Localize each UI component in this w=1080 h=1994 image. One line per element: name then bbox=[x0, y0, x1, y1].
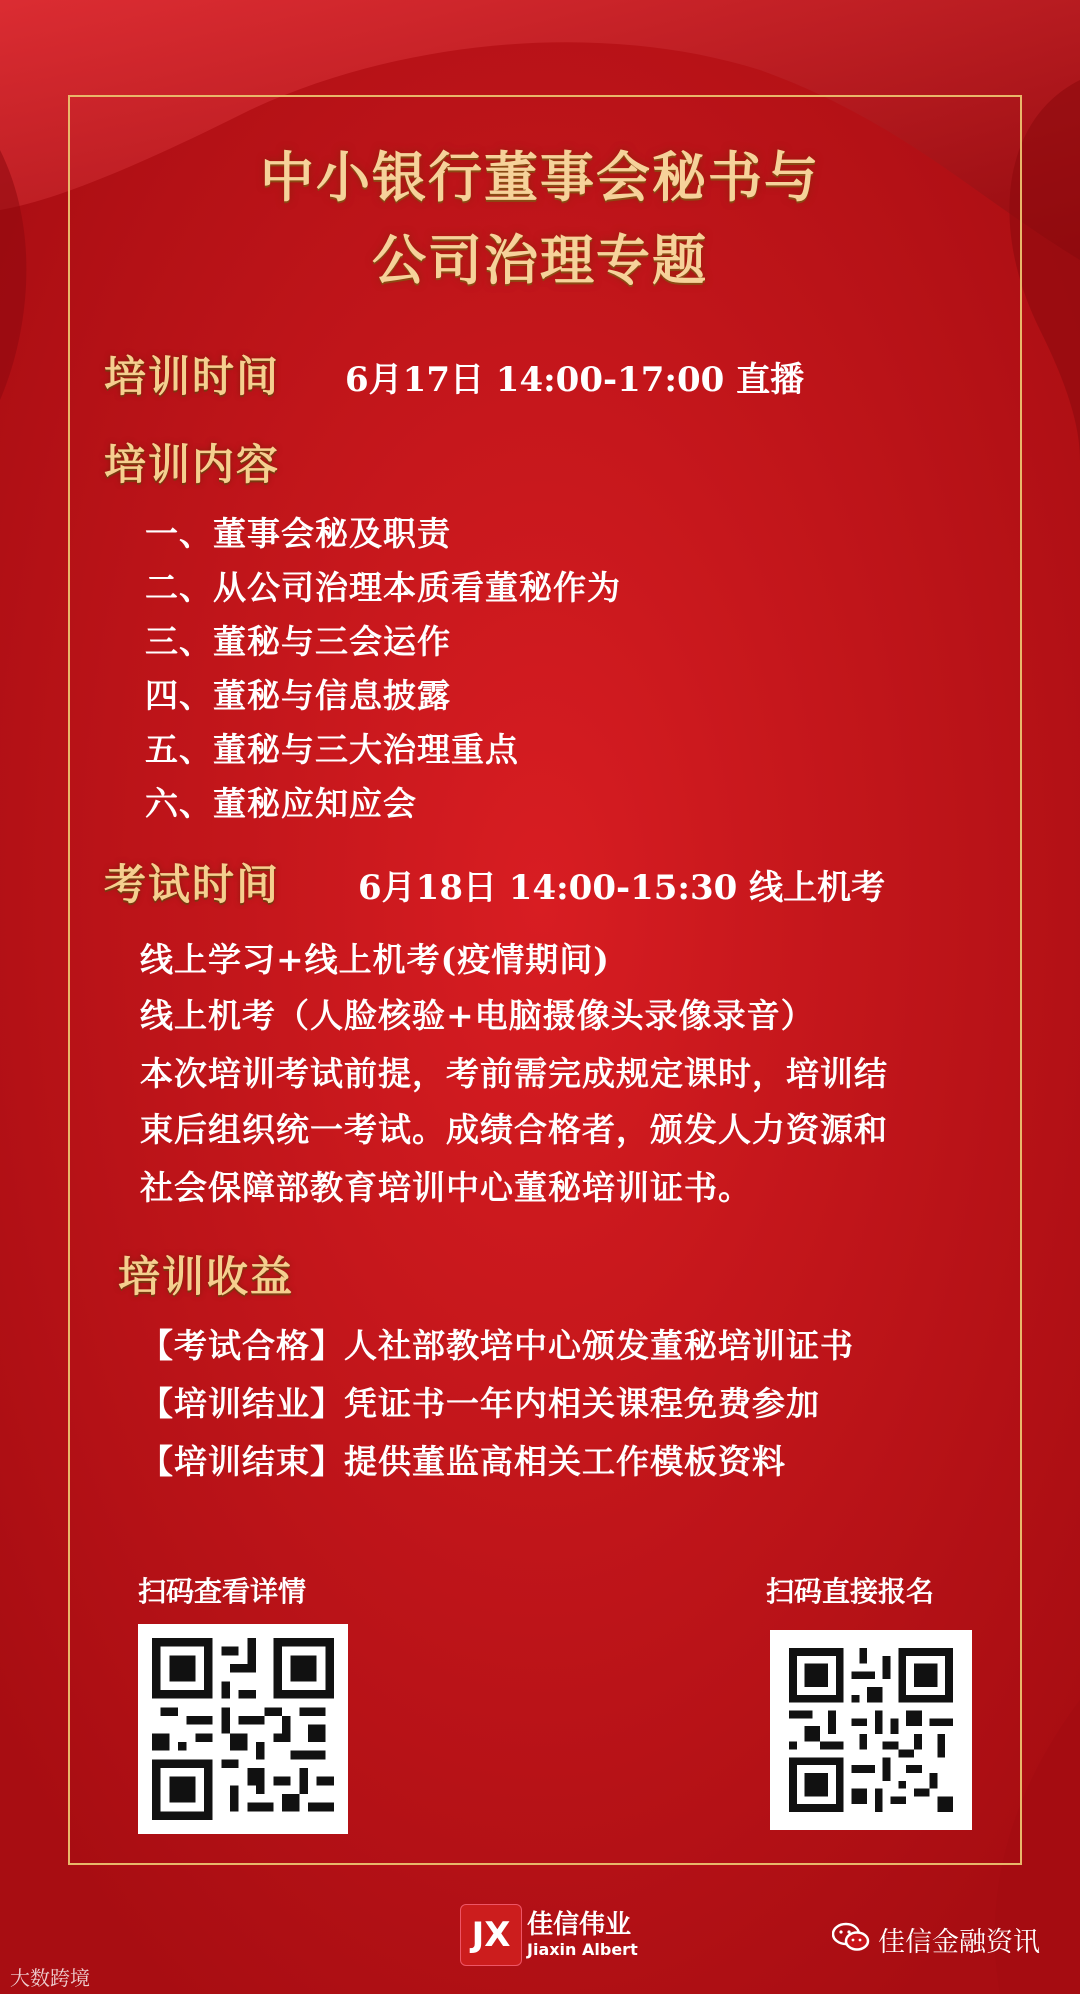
page-title-line1: 中小银行董事会秘书与 bbox=[260, 145, 820, 209]
benefit-item: 【培训结束】提供董监高相关工作模板资料 bbox=[140, 1442, 786, 1481]
qr-left-label: 扫码查看详情 bbox=[138, 1575, 307, 1608]
content-item: 六、董秘应知应会 bbox=[145, 784, 417, 823]
exam-time-value: 6月18日 14:00-15:30 线上机考 bbox=[358, 868, 886, 908]
exam-line: 线上学习+线上机考(疫情期间) bbox=[140, 940, 610, 979]
logo-chinese-name: 佳信伟业 bbox=[527, 1910, 632, 1940]
content-item: 五、董秘与三大治理重点 bbox=[145, 730, 519, 769]
watermark: 大数跨境 bbox=[10, 1966, 90, 1990]
training-content-heading: 培训内容 bbox=[104, 440, 281, 489]
qr-right-label: 扫码直接报名 bbox=[766, 1575, 935, 1608]
exam-line: 线上机考（人脸核验+电脑摄像头录像录音） bbox=[140, 996, 815, 1035]
exam-line: 社会保障部教育培训中心董秘培训证书。 bbox=[140, 1168, 752, 1207]
content-item: 一、董事会秘及职责 bbox=[145, 514, 451, 553]
benefits-heading: 培训收益 bbox=[118, 1252, 295, 1301]
qr-code-icon bbox=[788, 1648, 954, 1812]
account-name: 佳信金融资讯 bbox=[878, 1927, 1040, 1958]
benefit-item: 【考试合格】人社部教培中心颁发董秘培训证书 bbox=[140, 1326, 854, 1365]
qr-code-register[interactable] bbox=[770, 1630, 972, 1830]
benefit-item: 【培训结业】凭证书一年内相关课程免费参加 bbox=[140, 1384, 820, 1423]
jiaxin-logo-icon: JX bbox=[460, 1904, 522, 1966]
qr-code-icon bbox=[152, 1638, 334, 1820]
exam-line: 束后组织统一考试。成绩合格者，颁发人力资源和 bbox=[140, 1110, 888, 1149]
content-item: 三、董秘与三会运作 bbox=[145, 622, 451, 661]
content-item: 四、董秘与信息披露 bbox=[145, 676, 451, 715]
exam-line: 本次培训考试前提，考前需完成规定课时，培训结 bbox=[140, 1054, 888, 1093]
logo-english-name: Jiaxin Albert bbox=[527, 1940, 638, 1959]
qr-code-details[interactable] bbox=[138, 1624, 348, 1834]
page-title-line2: 公司治理专题 bbox=[372, 228, 708, 292]
exam-time-heading: 考试时间 bbox=[104, 860, 281, 909]
training-time-value: 6月17日 14:00-17:00 直播 bbox=[345, 360, 805, 400]
content-item: 二、从公司治理本质看董秘作为 bbox=[145, 568, 621, 607]
wechat-icon bbox=[832, 1922, 870, 1952]
training-time-heading: 培训时间 bbox=[104, 352, 281, 401]
